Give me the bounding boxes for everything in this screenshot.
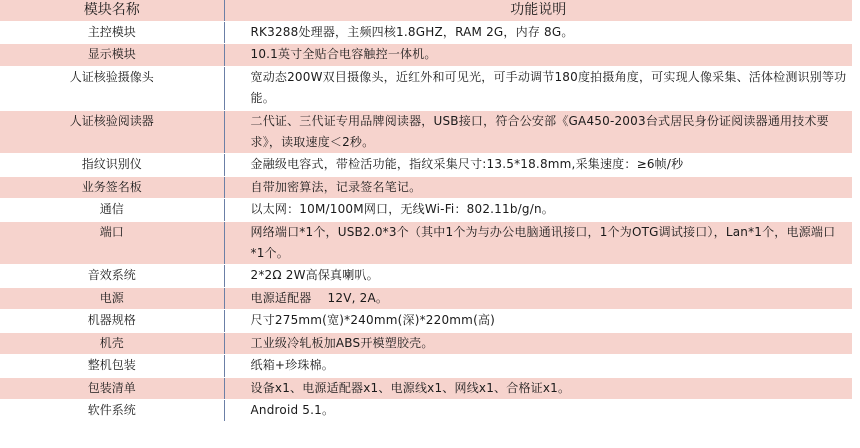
table-row xyxy=(0,265,852,287)
table-row xyxy=(0,332,852,354)
module-desc: 工业级冷轧板加ABS开模塑胶壳。 xyxy=(224,332,852,354)
module-desc: 自带加密算法，记录签名笔记。 xyxy=(224,176,852,198)
module-name: 端口 xyxy=(0,221,224,265)
module-name: 显示模块 xyxy=(0,44,224,66)
module-desc: 尺寸275mm(宽)*240mm(深)*220mm(高) xyxy=(224,310,852,332)
module-name: 通信 xyxy=(0,199,224,221)
module-desc: 纸箱+珍珠棉。 xyxy=(224,355,852,377)
module-desc: 宽动态200W双目摄像头，近红外和可见光，可手动调节180度拍摄角度，可实现人像采集、活体检测识别等功能。 xyxy=(224,66,852,110)
module-name: 机壳 xyxy=(0,332,224,354)
module-name: 人证核验阅读器 xyxy=(0,110,224,154)
module-name: 人证核验摄像头 xyxy=(0,66,224,110)
module-desc: 二代证、三代证专用品牌阅读器，USB接口，符合公安部《GA450-2003台式居民身份证阅读器通用技术要求》，读取速度＜2秒。 xyxy=(224,110,852,154)
table-row xyxy=(0,176,852,198)
table-row xyxy=(0,221,852,265)
module-name: 业务签名板 xyxy=(0,176,224,198)
table-row xyxy=(0,399,852,421)
table-row xyxy=(0,44,852,66)
module-name: 包装清单 xyxy=(0,377,224,399)
table-row xyxy=(0,110,852,154)
table-row xyxy=(0,377,852,399)
module-desc: 10.1英寸全贴合电容触控一体机。 xyxy=(224,44,852,66)
module-desc: 设备x1、电源适配器x1、电源线x1、网线x1、合格证x1。 xyxy=(224,377,852,399)
module-name: 软件系统 xyxy=(0,399,224,421)
module-desc: 2*2Ω 2W高保真喇叭。 xyxy=(224,265,852,287)
column-header-desc: 功能说明 xyxy=(224,0,852,22)
table-row xyxy=(0,199,852,221)
module-desc: 网络端口*1个，USB2.0*3个（其中1个为与办公电脑通讯接口，1个为OTG调试接口），Lan*1个，电源端口*1个。 xyxy=(224,221,852,265)
module-name: 主控模块 xyxy=(0,22,224,44)
column-header-name: 模块名称 xyxy=(0,0,224,22)
module-name: 音效系统 xyxy=(0,265,224,287)
header-row xyxy=(0,0,852,22)
table-row xyxy=(0,22,852,44)
module-desc: RK3288处理器，主频四核1.8GHZ，RAM 2G，内存 8G。 xyxy=(224,22,852,44)
table-row xyxy=(0,154,852,176)
module-desc: Android 5.1。 xyxy=(224,399,852,421)
module-desc: 电源适配器 12V, 2A。 xyxy=(224,287,852,309)
module-name: 机器规格 xyxy=(0,310,224,332)
module-desc: 以太网：10M/100M网口，无线Wi-Fi：802.11b/g/n。 xyxy=(224,199,852,221)
module-desc: 金融级电容式，带检活功能，指纹采集尺寸:13.5*18.8mm,采集速度：≥6帧/秒 xyxy=(224,154,852,176)
table-row xyxy=(0,310,852,332)
table-row xyxy=(0,355,852,377)
module-name: 指纹识别仪 xyxy=(0,154,224,176)
table-row xyxy=(0,66,852,110)
table-row xyxy=(0,287,852,309)
module-name: 电源 xyxy=(0,287,224,309)
module-name: 整机包装 xyxy=(0,355,224,377)
